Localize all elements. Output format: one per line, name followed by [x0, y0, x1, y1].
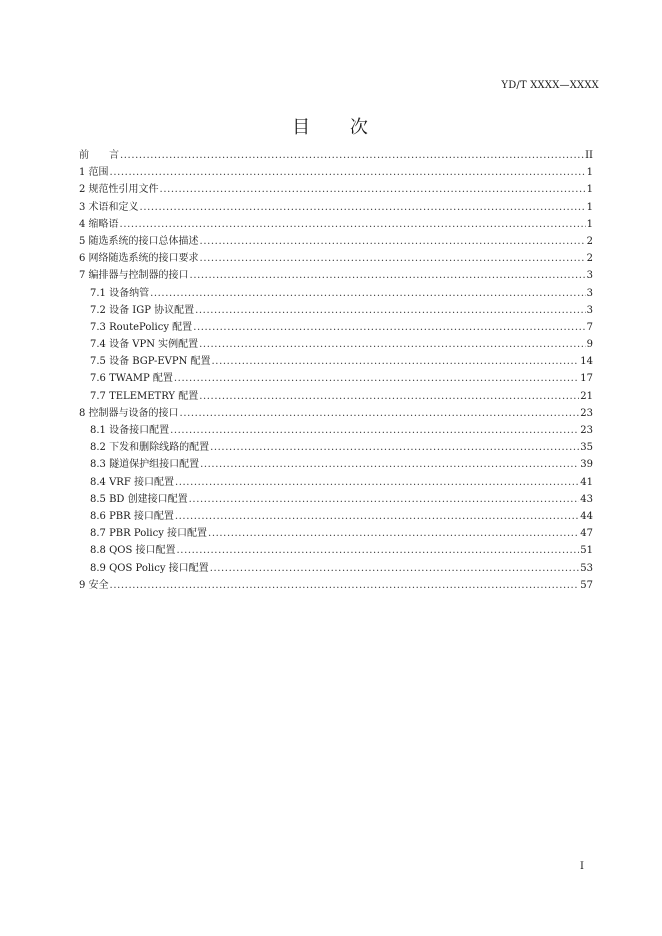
toc-entry-label: 8.6 PBR 接口配置 [90, 510, 174, 522]
toc-leader-dots [177, 545, 580, 556]
toc-leader-dots [195, 305, 586, 316]
toc-entry-page: 39 [580, 459, 593, 471]
toc-entry-page: 9 [586, 339, 593, 351]
toc-entry-page: 1 [586, 218, 593, 230]
toc-leader-dots [200, 253, 586, 264]
toc-entry-page: 3 [586, 304, 593, 316]
page-title: 目 次 [292, 117, 370, 138]
toc-entry[interactable] [79, 369, 593, 386]
toc-entry-label: 7.2 设备 IGP 协议配置 [90, 304, 195, 316]
toc-entry[interactable] [79, 215, 593, 232]
toc-entry[interactable] [79, 318, 593, 335]
toc-entry-page: 47 [580, 528, 593, 540]
toc-entry-label: 8.3 隧道保护组接口配置 [90, 459, 200, 471]
toc-entry-page: 2 [586, 235, 593, 247]
toc-entry-page: 21 [580, 390, 593, 402]
toc-entry-label: 8.2 下发和删除线路的配置 [90, 442, 210, 454]
toc-entry-page: 7 [586, 321, 593, 333]
toc-entry[interactable] [79, 421, 593, 438]
toc-entry-label: 8.9 QOS Policy 接口配置 [90, 562, 209, 574]
toc-entry[interactable] [79, 249, 593, 266]
toc-leader-dots [212, 356, 580, 367]
toc-entry-label: 7.5 设备 BGP-EVPN 配置 [90, 356, 211, 368]
toc-entry[interactable] [79, 541, 593, 558]
toc-entry-page: 41 [580, 476, 593, 488]
toc-entry[interactable] [79, 146, 593, 163]
toc-entry-label: 4 缩略语 [79, 218, 119, 230]
toc-entry[interactable] [79, 404, 593, 421]
toc-leader-dots [210, 563, 580, 574]
toc-leader-dots [140, 202, 586, 213]
toc-entry[interactable] [79, 163, 593, 180]
toc-leader-dots [174, 373, 579, 384]
toc-entry-label: 6 网络随选系统的接口要求 [79, 253, 199, 265]
toc-entry[interactable] [79, 387, 593, 404]
toc-entry[interactable] [79, 473, 593, 490]
toc-entry[interactable] [79, 266, 593, 283]
toc-leader-dots [189, 494, 580, 505]
toc-entry-page: 1 [586, 184, 593, 196]
toc-leader-dots [208, 528, 579, 539]
toc-leader-dots [199, 339, 585, 350]
toc-entry[interactable] [79, 559, 593, 576]
toc-entry-page: 17 [580, 373, 593, 385]
page-number: I [580, 861, 584, 872]
toc-entry-page: 3 [586, 270, 593, 282]
toc-entry[interactable] [79, 232, 593, 249]
toc-entry-label: 7 编排器与控制器的接口 [79, 270, 189, 282]
toc-leader-dots [120, 219, 586, 230]
toc-entry-page: 57 [580, 579, 593, 591]
toc-entry-label: 7.1 设备纳管 [90, 287, 150, 299]
toc-entry-page: 35 [580, 442, 593, 454]
toc-entry-label: 8.8 QOS 接口配置 [90, 545, 176, 557]
toc-leader-dots [160, 184, 586, 195]
toc-entry-page: 1 [586, 201, 593, 213]
toc-entry-label: 8.1 设备接口配置 [90, 425, 170, 436]
toc-entry-page: 43 [580, 493, 593, 505]
toc-entry-page: 51 [580, 545, 593, 557]
toc-entry[interactable] [79, 335, 593, 352]
toc-entry[interactable] [79, 198, 593, 215]
toc-entry[interactable] [79, 284, 593, 301]
toc-leader-dots [210, 442, 579, 453]
toc-leader-dots [190, 270, 586, 281]
toc-entry-label: 7.4 设备 VPN 实例配置 [90, 339, 199, 351]
toc-leader-dots [180, 408, 580, 419]
toc-entry-label: 7.6 TWAMP 配置 [90, 373, 173, 385]
toc-leader-dots [110, 580, 580, 591]
toc-entry-label: 5 随选系统的接口总体描述 [79, 235, 199, 247]
toc-entry[interactable] [79, 524, 593, 541]
toc-entry-label: 8 控制器与设备的接口 [79, 407, 179, 419]
toc-entry[interactable] [79, 507, 593, 524]
toc-leader-dots [193, 322, 585, 333]
toc-entry-page: 14 [580, 356, 593, 368]
toc-entry[interactable] [79, 576, 593, 593]
toc-entry-label: 7.3 RoutePolicy 配置 [90, 321, 193, 333]
toc-entry-label: 8.4 VRF 接口配置 [90, 476, 174, 488]
toc-entry[interactable] [79, 490, 593, 507]
toc-leader-dots [199, 391, 579, 402]
toc-leader-dots [170, 425, 579, 436]
toc-entry-label: 7.7 TELEMETRY 配置 [90, 390, 199, 402]
toc-entry-page: 2 [586, 253, 593, 265]
toc-entry[interactable] [79, 455, 593, 472]
table-of-contents [79, 146, 593, 593]
toc-entry-page: 53 [580, 562, 593, 574]
toc-entry-label: 9 安全 [79, 579, 109, 591]
toc-entry-label: 1 范围 [79, 167, 109, 179]
toc-leader-dots [150, 288, 586, 299]
toc-entry-label: 8.7 PBR Policy 接口配置 [90, 528, 208, 540]
toc-leader-dots [175, 511, 579, 522]
toc-entry-label: 2 规范性引用文件 [79, 184, 159, 196]
toc-entry-label: 3 术语和定义 [79, 201, 139, 213]
toc-leader-dots [120, 150, 584, 161]
toc-entry-page: 23 [580, 425, 593, 436]
toc-entry[interactable] [79, 352, 593, 369]
toc-entry-label: 8.5 BD 创建接口配置 [90, 493, 188, 505]
toc-entry-page: 44 [580, 510, 593, 522]
toc-entry[interactable] [79, 301, 593, 318]
toc-entry-page: 1 [586, 167, 593, 179]
toc-entry-page: 3 [586, 287, 593, 299]
toc-leader-dots [200, 459, 579, 470]
toc-leader-dots [200, 236, 586, 247]
toc-leader-dots [110, 167, 586, 178]
toc-entry-page: II [585, 150, 593, 161]
toc-entry[interactable] [79, 180, 593, 197]
toc-entry-label: 前 言 [79, 150, 119, 161]
toc-entry-page: 23 [580, 407, 593, 419]
document-code: YD/T XXXX—XXXX [501, 80, 599, 91]
toc-leader-dots [175, 477, 579, 488]
toc-entry[interactable] [79, 438, 593, 455]
